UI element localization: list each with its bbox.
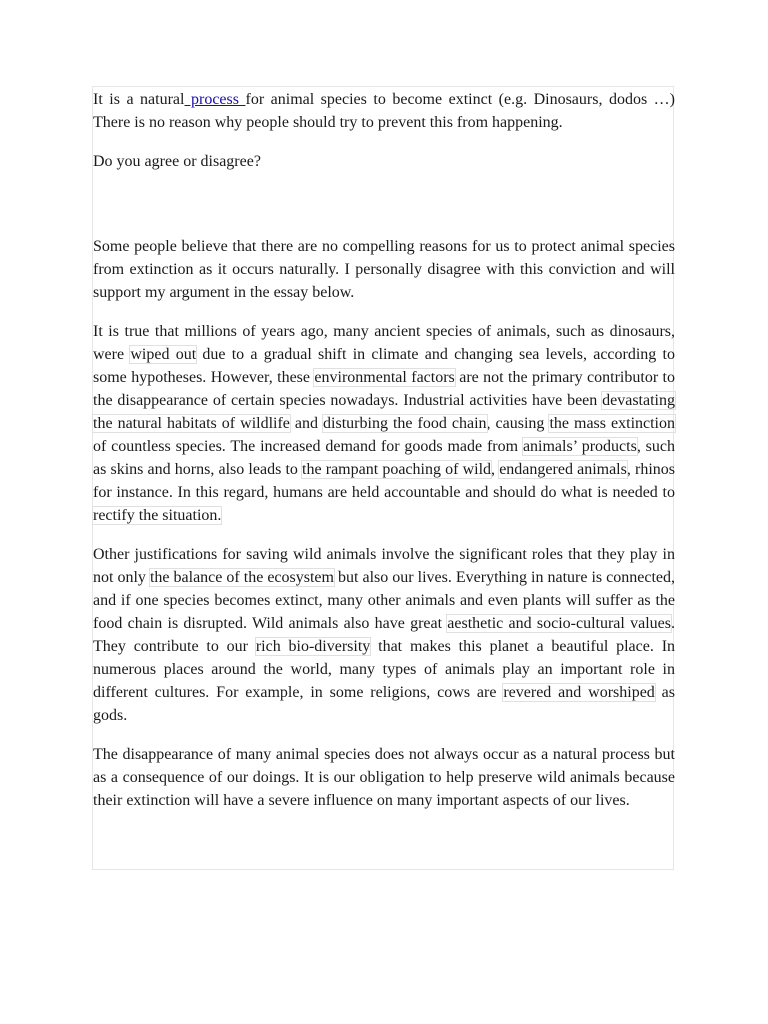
text: due to a gradual shift in climate and changing sea levels, according to some hypotheses. However, these <box>93 346 676 386</box>
text: . They contribute to our <box>93 615 675 655</box>
highlight-phrase: environmental factors <box>314 369 455 386</box>
text: It is true that millions of years ago, many ancient species of animals, such as dinosaurs, were <box>93 323 675 363</box>
highlight-phrase: wiped out <box>130 346 197 363</box>
text: , rhinos for instance. In this regard, humans are held accountable and should do what is needed to <box>93 461 676 501</box>
highlight-phrase: devastating the natural habitats of wildlife <box>93 392 675 432</box>
highlight-phrase: animals’ products <box>522 438 637 455</box>
intro-paragraph: Some people believe that there are no compelling reasons for us to protect animal species from extinction as it occurs naturally. I personally disagree with this conviction and will support my argument in the essay below. <box>93 238 675 301</box>
highlight-phrase: the rampant poaching of wild <box>302 461 492 478</box>
highlight-phrase: the mass extinction <box>549 415 676 432</box>
text: as gods. <box>93 684 676 724</box>
essay-content <box>93 88 675 828</box>
text: Other justifications for saving wild animals involve the significant roles that they play in not only <box>93 546 675 586</box>
highlight-phrase: the balance of the ecosystem <box>149 569 334 586</box>
prompt-question: Do you agree or disagree? <box>93 153 261 170</box>
highlight-phrase: rectify the situation. <box>93 507 222 524</box>
process-link[interactable]: process <box>184 91 246 108</box>
highlight-phrase: aesthetic and socio-cultural values <box>447 615 671 632</box>
prompt-paragraph <box>93 88 675 134</box>
blank-space <box>93 173 675 235</box>
text: , causing <box>486 415 550 432</box>
highlight-phrase: revered and worshiped <box>503 684 655 701</box>
conclusion-paragraph: The disappearance of many animal species does not always occur as a natural process but as a consequence of our doings. It is our obligation to help preserve wild animals because their extinction will have a severe influence on many important aspects of our lives. <box>93 746 675 809</box>
text: and <box>289 415 324 432</box>
text: , <box>491 461 500 478</box>
body-paragraph-1 <box>93 320 675 527</box>
highlight-phrase: rich bio-diversity <box>255 638 371 655</box>
text: but also our lives. Everything in nature is connected, and if one species becomes extinct, many other animals and even plants will suffer as the food chain is disrupted. Wild animals also have great <box>93 569 676 632</box>
body-paragraph-2 <box>93 543 675 727</box>
text: , such as skins and horns, also leads to <box>93 438 675 478</box>
prompt-text-start: It is a natural <box>93 91 185 108</box>
text: are not the primary contributor to the disappearance of certain species nowadays. Industrial activities have been <box>93 369 676 409</box>
highlight-phrase: endangered animals <box>499 461 627 478</box>
text: that makes this planet a beautiful place. In numerous places around the world, many types of animals play an important role in different cultures. For example, in some religions, cows are <box>93 638 676 701</box>
highlight-phrase: disturbing the food chain <box>323 415 487 432</box>
prompt-text-end: for animal species to become extinct (e.g. Dinosaurs, dodos …) There is no reason why people should try to prevent this from happening. <box>93 91 676 131</box>
text: of countless species. The increased demand for goods made from <box>93 438 523 455</box>
